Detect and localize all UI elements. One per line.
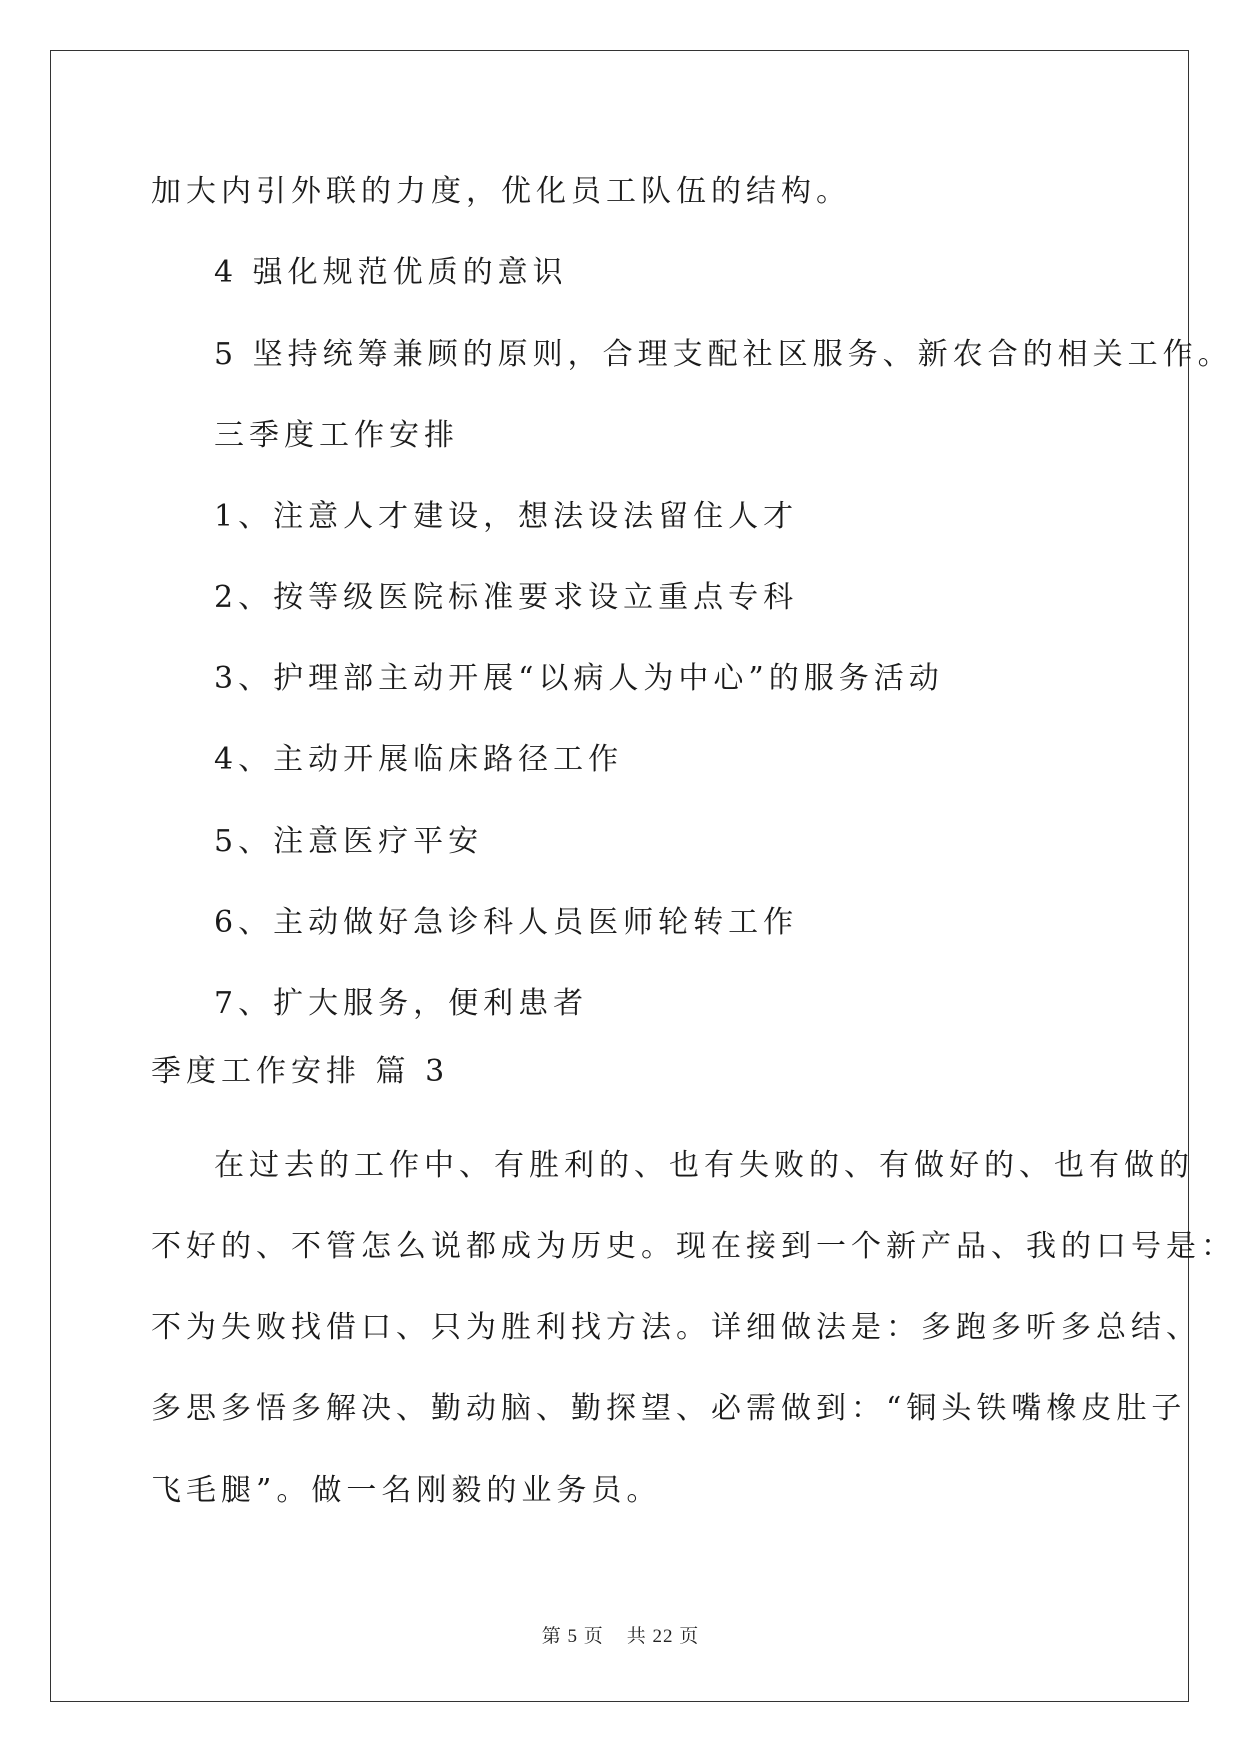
section-heading: 三季度工作安排 <box>214 418 459 453</box>
paragraph-line: 不好的、不管怎么说都成为历史。现在接到一个新产品、我的口号是： <box>151 1229 1236 1264</box>
page-total: 共 22 页 <box>626 1626 700 1647</box>
paragraph-line: 不为失败找借口、只为胜利找方法。详细做法是：多跑多听多总结、 <box>151 1310 1201 1345</box>
paragraph-line: 多思多悟多解决、勤动脑、勤探望、必需做到：“铜头铁嘴橡皮肚子 <box>151 1391 1187 1426</box>
page-border <box>50 50 1189 1702</box>
paragraph-line: 飞毛腿”。做一名刚毅的业务员。 <box>151 1473 662 1508</box>
list-item: 6、主动做好急诊科人员医师轮转工作 <box>214 905 799 940</box>
page-number: 第 5 页 <box>541 1626 604 1647</box>
paragraph-line: 5 坚持统筹兼顾的原则，合理支配社区服务、新农合的相关工作。 <box>214 337 1233 372</box>
list-item: 5、注意医疗平安 <box>214 824 484 859</box>
list-item: 3、护理部主动开展“以病人为中心”的服务活动 <box>214 661 944 696</box>
list-item: 7、扩大服务，便利患者 <box>214 986 589 1021</box>
paragraph-line: 4 强化规范优质的意识 <box>214 255 568 290</box>
list-item: 1、注意人才建设，想法设法留住人才 <box>214 499 799 534</box>
page-footer <box>0 1621 1241 1648</box>
list-item: 4、主动开展临床路径工作 <box>214 742 624 777</box>
paragraph-line: 在过去的工作中、有胜利的、也有失败的、有做好的、也有做的 <box>214 1148 1194 1183</box>
list-item: 2、按等级医院标准要求设立重点专科 <box>214 580 799 615</box>
paragraph-line: 加大内引外联的力度，优化员工队伍的结构。 <box>151 174 851 209</box>
section-title: 季度工作安排 篇 3 <box>151 1054 450 1089</box>
